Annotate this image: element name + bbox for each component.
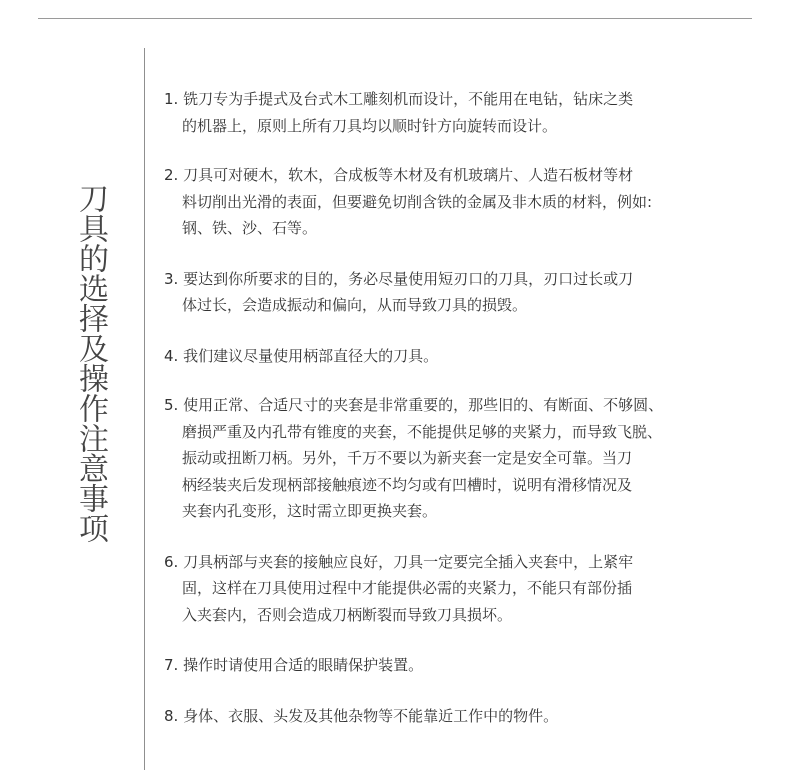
vertical-divider: [144, 48, 145, 770]
list-item: [164, 162, 749, 242]
item-line: 夹套内孔变形，这时需立即更换夹套。: [182, 502, 438, 520]
item-line: 的机器上，原则上所有刀具均以顺时针方向旋转而设计。: [182, 116, 558, 135]
item-line: 8. 身体、衣服、头发及其他杂物等不能靠近工作中的物件。: [164, 706, 559, 725]
list-item: [164, 549, 749, 629]
instruction-list: [164, 86, 749, 729]
item-line: 体过长，会造成振动和偏向，从而导致刀具的损毁。: [182, 296, 528, 314]
list-item: [164, 652, 749, 679]
list-item: [164, 392, 749, 525]
item-line: 入夹套内，否则会造成刀柄断裂而导致刀具损坏。: [182, 605, 513, 624]
top-horizontal-rule: [38, 18, 752, 19]
item-line: 磨损严重及内孔带有锥度的夹套，不能提供足够的夹紧力，而导致飞脱、: [182, 422, 663, 441]
item-line: 5. 使用正常、合适尺寸的夹套是非常重要的，那些旧的、有断面、不够圆、: [164, 396, 664, 414]
item-line: 2. 刀具可对硬木，软木，合成板等木材及有机玻璃片、人造石板材等材: [164, 166, 634, 184]
item-line: 固，这样在刀具使用过程中才能提供必需的夹紧力，不能只有部份插: [182, 579, 633, 597]
item-line: 3. 要达到你所要求的目的，务必尽量使用短刃口的刀具，刃口过长或刀: [164, 269, 634, 288]
item-line: 钢、铁、沙、石等。: [182, 219, 318, 237]
list-item: [164, 86, 749, 139]
item-line: 4. 我们建议尽量使用柄部直径大的刀具。: [164, 346, 439, 365]
item-line: 料切削出光滑的表面，但要避免切削含铁的金属及非木质的材料，例如:: [182, 192, 653, 211]
item-line: 柄经装夹后发现柄部接触痕迹不均匀或有凹槽时，说明有滑移情况及: [182, 475, 633, 494]
item-line: 6. 刀具柄部与夹套的接触应良好，刀具一定要完全插入夹套中，上紧牢: [164, 552, 634, 571]
list-item: [164, 343, 749, 370]
list-item: [164, 703, 749, 730]
side-title: 刀具的选择及操作注意事项: [73, 183, 108, 543]
item-line: 7. 操作时请使用合适的眼睛保护装置。: [164, 656, 424, 674]
item-line: 振动或扭断刀柄。另外，千万不要以为新夹套一定是安全可靠。当刀: [182, 449, 633, 467]
list-item: [164, 266, 749, 319]
item-line: 1. 铣刀专为手提式及台式木工雕刻机而设计，不能用在电钻，钻床之类: [164, 90, 634, 108]
